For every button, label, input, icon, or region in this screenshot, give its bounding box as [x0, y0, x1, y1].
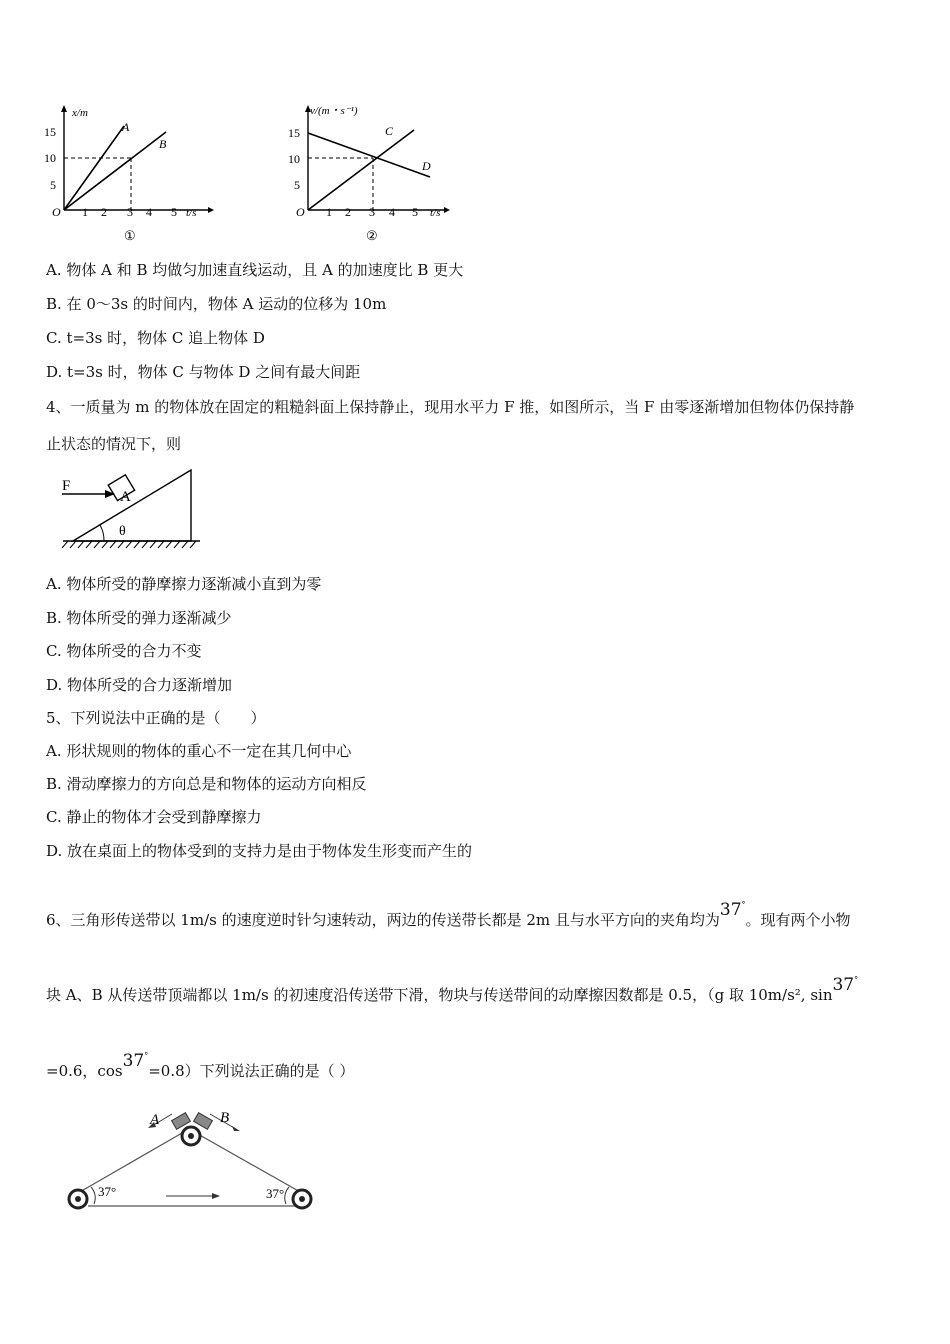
q3-option-d: D. t=3s 时，物体 C 与物体 D 之间有最大间距: [46, 363, 361, 381]
force-label: F: [62, 478, 71, 494]
q3-option-a: A. 物体 A 和 B 均做匀加速直线运动，且 A 的加速度比 B 更大: [46, 261, 464, 279]
angle-37: 37: [719, 900, 742, 920]
y-tick: 15: [288, 126, 300, 140]
x-tick: 1: [326, 205, 332, 219]
y-axis-label: x/m: [72, 107, 88, 119]
x-tick: 4: [146, 205, 152, 219]
belt-right: [189, 1129, 302, 1193]
incline-figure: [58, 466, 208, 556]
figure-caption: ①: [124, 228, 136, 243]
y-tick: 10: [44, 151, 56, 165]
y-tick: 15: [44, 125, 56, 139]
x-tick: 1: [82, 205, 88, 219]
q4-stem-line2: 止状态的情况下，则: [46, 435, 182, 453]
y-tick: 5: [294, 178, 300, 192]
x-tick: 3: [127, 205, 133, 219]
figure-caption: ②: [366, 228, 378, 243]
x-tick: 4: [389, 205, 395, 219]
graph-vt: [284, 100, 474, 250]
q5-option-c: C. 静止的物体才会受到静摩擦力: [46, 808, 262, 826]
q3-option-b: B. 在 0～3s 的时间内，物体 A 运动的位移为 10m: [46, 295, 387, 313]
line-c-label: C: [385, 124, 394, 138]
y-tick: 10: [288, 152, 300, 166]
line-b: [64, 132, 166, 210]
x-tick: 5: [412, 205, 418, 219]
belt-left: [78, 1129, 189, 1193]
line-a-label: A: [122, 120, 130, 134]
angle-arc: [100, 525, 104, 541]
q3-option-c: C. t=3s 时，物体 C 追上物体 D: [46, 329, 265, 347]
angle-right-label: 37°: [266, 1186, 285, 1201]
x-tick: 2: [345, 205, 351, 219]
block-b: [194, 1113, 213, 1130]
conveyor-figure: [60, 1100, 340, 1220]
ground-hatching: [62, 541, 196, 548]
x-tick: 3: [369, 205, 375, 219]
x-axis-label: t/s: [430, 207, 441, 219]
q6-stem-line1: 6、三角形传送带以 1m/s 的速度逆时针匀速转动，两边的传送带长都是 2m 且与水平方向的夹角均为37°。现有两个小物: [46, 900, 851, 929]
line-d-label: D: [422, 159, 431, 173]
pulley-top: [182, 1127, 200, 1145]
q4-option-d: D. 物体所受的合力逐渐增加: [46, 676, 233, 694]
incline: [73, 470, 191, 541]
origin-label: O: [296, 205, 305, 219]
q5-option-d: D. 放在桌面上的物体受到的支持力是由于物体发生形变而产生的: [46, 842, 473, 860]
pulley-right: [293, 1190, 311, 1208]
x-axis-label: t/s: [186, 207, 197, 219]
block-label: A: [120, 489, 131, 505]
q4-option-b: B. 物体所受的弹力逐渐减少: [46, 609, 232, 627]
angle-left-label: 37°: [98, 1184, 117, 1199]
q6-stem-line2: 块 A、B 从传送带顶端都以 1m/s 的初速度沿传送带下滑，物块与传送带间的动摩擦因数都是 0.5，（g 取 10m/s², sin37°: [46, 975, 859, 1004]
pulley-left: [69, 1190, 87, 1208]
label-b: B: [220, 1110, 230, 1126]
graph-xt: [40, 100, 230, 250]
q6-stem-line3: =0.6，cos37°=0.8）下列说法正确的是（ ）: [46, 1051, 355, 1080]
label-a: A: [150, 1112, 160, 1128]
angle-37: 37: [122, 1051, 145, 1071]
q4-option-a: A. 物体所受的静摩擦力逐渐减小直到为零: [46, 575, 322, 593]
line-a: [64, 126, 124, 210]
q5-option-b: B. 滑动摩擦力的方向总是和物体的运动方向相反: [46, 775, 367, 793]
x-tick: 2: [101, 205, 107, 219]
y-tick: 5: [50, 178, 56, 192]
origin-label: O: [52, 205, 61, 219]
q4-stem-line1: 4、一质量为 m 的物体放在固定的粗糙斜面上保持静止，现用水平力 F 推，如图所示，当 F 由零逐渐增加但物体仍保持静: [46, 398, 855, 416]
angle-37: 37: [832, 975, 855, 995]
q4-option-c: C. 物体所受的合力不变: [46, 642, 202, 660]
angle-label: θ: [119, 524, 126, 539]
q5-option-a: A. 形状规则的物体的重心不一定在其几何中心: [46, 742, 352, 760]
q5-stem: 5、下列说法中正确的是（ ）: [46, 709, 266, 727]
line-d: [308, 133, 430, 177]
x-tick: 5: [171, 205, 177, 219]
line-b-label: B: [159, 137, 167, 151]
y-axis-label: v/(m・s⁻¹): [310, 105, 358, 117]
line-c: [308, 130, 414, 210]
